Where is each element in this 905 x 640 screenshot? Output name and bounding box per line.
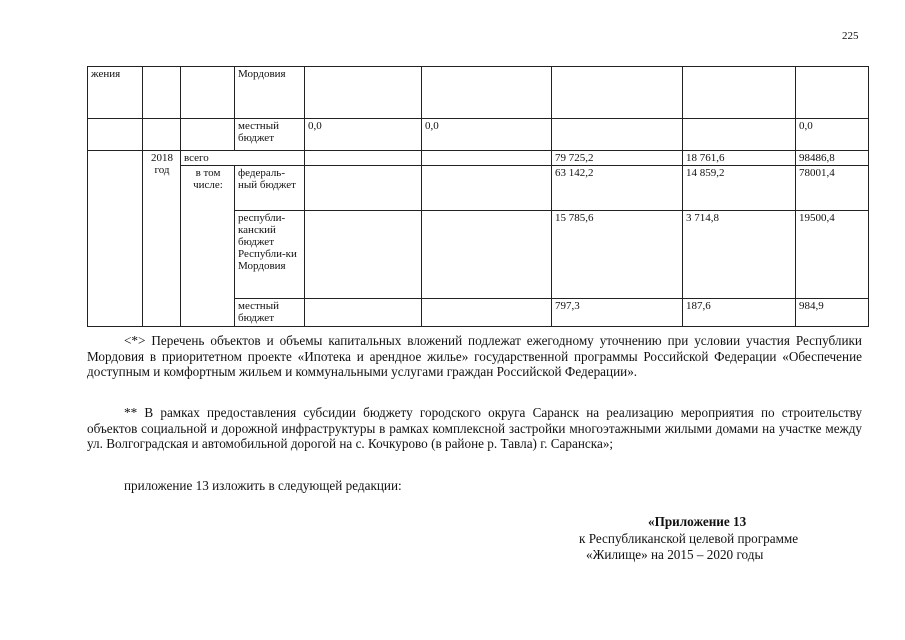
value-cell: 79 725,2	[552, 151, 683, 166]
value-cell: 3 714,8	[683, 211, 796, 299]
page-number: 225	[842, 30, 859, 42]
value-cell: 78001,4	[796, 166, 869, 211]
value-cell: 187,6	[683, 299, 796, 327]
value-cell: 14 859,2	[683, 166, 796, 211]
budget-source-cell: местный бюджет	[235, 299, 305, 327]
value-cell: 0,0	[422, 119, 552, 151]
appendix-title: «Приложение 13	[648, 514, 747, 529]
budget-source-cell: Мордовия	[235, 67, 305, 119]
budget-source-cell: местный бюджет	[235, 119, 305, 151]
footnote-1: <*> Перечень объектов и объемы капитальных вложений подлежат ежегодному уточнению при условии участия Республики Мордовия в приоритетном проекте «Ипотека и арендное жилье» государственной программы Российской Федерации «Обеспечение доступным и комфортным жильем и коммунальными услугами граждан Российской Федерации».	[87, 333, 862, 379]
value-cell: 15 785,6	[552, 211, 683, 299]
total-label-cell: всего	[181, 151, 305, 166]
year-cell: 2018 год	[143, 151, 181, 327]
measure-name-cell: жения	[88, 67, 143, 119]
table-row	[88, 166, 869, 211]
value-cell: 63 142,2	[552, 166, 683, 211]
value-cell	[552, 119, 683, 151]
appendix-subtitle-2: «Жилище» на 2015 – 2020 годы	[586, 547, 764, 562]
value-cell: 19500,4	[796, 211, 869, 299]
appendix-subtitle-1: к Республиканской целевой программе	[579, 531, 799, 546]
budget-source-cell: республи-канский бюджет Республи-ки Мордовия	[235, 211, 305, 299]
value-cell: 984,9	[796, 299, 869, 327]
value-cell: 18 761,6	[683, 151, 796, 166]
table-row	[88, 67, 869, 119]
budget-table	[87, 66, 869, 327]
value-cell: 0,0	[796, 119, 869, 151]
footnote-2: ** В рамках предоставления субсидии бюджету городского округа Саранск на реализацию мероприятия по строительству объектов социальной и дорожной инфраструктуры в рамках комплексной застройки многоэтажными жилыми домами на участке между ул. Волгоградская и автомобильной дорогой на с. Кочкурово (в районе р. Тавла) г. Саранска»;	[87, 405, 862, 451]
value-cell: 797,3	[552, 299, 683, 327]
table-row	[88, 119, 869, 151]
table-row	[88, 151, 869, 166]
instruction-text: приложение 13 изложить в следующей редакции:	[124, 478, 402, 493]
including-cell: в том числе:	[181, 166, 235, 327]
value-cell: 98486,8	[796, 151, 869, 166]
value-cell: 0,0	[305, 119, 422, 151]
budget-source-cell: федераль-ный бюджет	[235, 166, 305, 211]
value-cell	[683, 119, 796, 151]
